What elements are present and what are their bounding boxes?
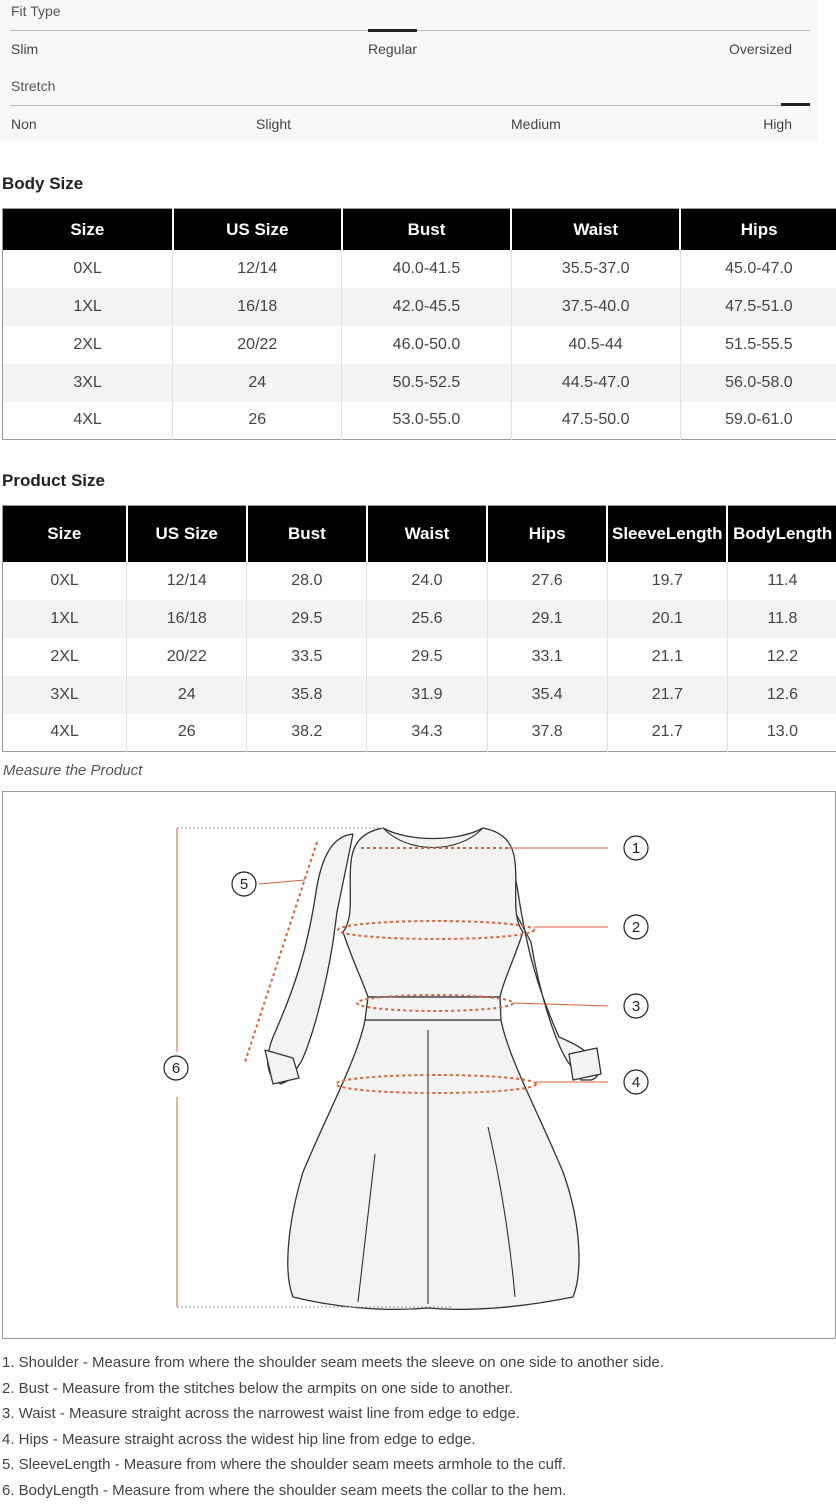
callout-4-text: 4	[632, 1074, 640, 1091]
cell-hips: 29.1	[487, 600, 607, 638]
dress-bodice	[343, 828, 523, 997]
cell-body-length: 12.2	[727, 638, 836, 676]
cell-bust: 46.0-50.0	[342, 326, 511, 364]
cell-size: 4XL	[3, 402, 173, 440]
cell-hips: 33.1	[487, 638, 607, 676]
header-us-size: US Size	[173, 209, 342, 250]
left-sleeve	[268, 834, 353, 1084]
stretch-label-slight: Slight	[256, 116, 291, 132]
table-row	[3, 676, 836, 714]
cell-size: 3XL	[3, 364, 173, 402]
header-body-length: BodyLength	[727, 506, 836, 562]
cell-bust: 29.5	[247, 600, 367, 638]
header-bust: Bust	[247, 506, 367, 562]
cell-size: 0XL	[3, 562, 127, 600]
cell-bust: 35.8	[247, 676, 367, 714]
cell-waist: 40.5-44	[511, 326, 680, 364]
note-sleeve-length: 5. SleeveLength - Measure from where the shoulder seam meets armhole to the cuff.	[2, 1454, 664, 1480]
cell-hips: 47.5-51.0	[680, 288, 836, 326]
cell-size: 1XL	[3, 288, 173, 326]
cell-sleeve-length: 21.7	[607, 714, 727, 752]
cell-hips: 35.4	[487, 676, 607, 714]
callout-6-text: 6	[172, 1060, 180, 1077]
cell-waist: 35.5-37.0	[511, 250, 680, 288]
fit-type-label-regular: Regular	[368, 41, 417, 57]
measurement-notes	[2, 1352, 664, 1505]
header-sleeve-length: SleeveLength	[607, 506, 727, 562]
cell-body-length: 13.0	[727, 714, 836, 752]
cell-us-size: 24	[127, 676, 247, 714]
callout-2-text: 2	[632, 919, 640, 936]
stretch-label-high: High	[763, 116, 792, 132]
dress-illustration	[3, 792, 835, 1338]
cell-us-size: 26	[173, 402, 342, 440]
stretch-track	[10, 105, 810, 106]
table-row	[3, 288, 836, 326]
product-size-header-row	[3, 506, 836, 562]
cell-waist: 31.9	[367, 676, 487, 714]
measure-caption: Measure the Product	[3, 762, 142, 779]
table-row	[3, 326, 836, 364]
table-row	[3, 638, 836, 676]
note-hips: 4. Hips - Measure straight across the widest hip line from edge to edge.	[2, 1429, 664, 1455]
stretch-title: Stretch	[11, 78, 55, 94]
cell-sleeve-length: 20.1	[607, 600, 727, 638]
header-size: Size	[3, 506, 127, 562]
table-row	[3, 364, 836, 402]
cell-hips: 59.0-61.0	[680, 402, 836, 440]
table-row	[3, 562, 836, 600]
cell-size: 4XL	[3, 714, 127, 752]
cell-bust: 50.5-52.5	[342, 364, 511, 402]
note-shoulder: 1. Shoulder - Measure from where the shoulder seam meets the sleeve on one side to another side.	[2, 1352, 664, 1378]
cell-bust: 42.0-45.5	[342, 288, 511, 326]
fit-type-title: Fit Type	[11, 3, 61, 19]
cell-us-size: 20/22	[127, 638, 247, 676]
header-bust: Bust	[342, 209, 511, 250]
callout-5-leader	[259, 880, 305, 884]
header-waist: Waist	[511, 209, 680, 250]
cell-sleeve-length: 21.7	[607, 676, 727, 714]
cell-bust: 28.0	[247, 562, 367, 600]
cell-waist: 37.5-40.0	[511, 288, 680, 326]
cell-size: 2XL	[3, 638, 127, 676]
header-size: Size	[3, 209, 173, 250]
cell-waist: 44.5-47.0	[511, 364, 680, 402]
cell-us-size: 26	[127, 714, 247, 752]
dress-skirt	[288, 1020, 579, 1309]
note-body-length: 6. BodyLength - Measure from where the shoulder seam meets the collar to the hem.	[2, 1480, 664, 1505]
cell-waist: 34.3	[367, 714, 487, 752]
cell-us-size: 16/18	[173, 288, 342, 326]
callout-3-leader	[513, 1003, 608, 1006]
cell-size: 3XL	[3, 676, 127, 714]
cell-body-length: 11.8	[727, 600, 836, 638]
header-us-size: US Size	[127, 506, 247, 562]
fit-type-label-oversized: Oversized	[729, 41, 792, 57]
header-hips: Hips	[680, 209, 836, 250]
cell-waist: 29.5	[367, 638, 487, 676]
cell-body-length: 11.4	[727, 562, 836, 600]
cell-size: 0XL	[3, 250, 173, 288]
cell-bust: 38.2	[247, 714, 367, 752]
stretch-label-medium: Medium	[511, 116, 561, 132]
header-hips: Hips	[487, 506, 607, 562]
cell-us-size: 12/14	[127, 562, 247, 600]
body-size-title: Body Size	[2, 174, 83, 194]
measure-diagram	[2, 791, 836, 1339]
stretch-label-non: Non	[11, 116, 37, 132]
cell-waist: 25.6	[367, 600, 487, 638]
cell-bust: 33.5	[247, 638, 367, 676]
fit-type-label-slim: Slim	[11, 41, 38, 57]
cell-sleeve-length: 19.7	[607, 562, 727, 600]
cell-us-size: 20/22	[173, 326, 342, 364]
callout-5-text: 5	[240, 876, 248, 893]
cell-hips: 27.6	[487, 562, 607, 600]
cell-size: 2XL	[3, 326, 173, 364]
stretch-selected-marker	[781, 103, 810, 106]
note-waist: 3. Waist - Measure straight across the narrowest waist line from edge to edge.	[2, 1403, 664, 1429]
callout-1-text: 1	[632, 840, 640, 857]
cell-hips: 37.8	[487, 714, 607, 752]
table-row	[3, 600, 836, 638]
fit-type-selected-marker	[368, 29, 417, 32]
cell-waist: 47.5-50.0	[511, 402, 680, 440]
cell-us-size: 16/18	[127, 600, 247, 638]
cell-body-length: 12.6	[727, 676, 836, 714]
cell-bust: 40.0-41.5	[342, 250, 511, 288]
table-row	[3, 250, 836, 288]
cell-size: 1XL	[3, 600, 127, 638]
cell-hips: 51.5-55.5	[680, 326, 836, 364]
cell-hips: 45.0-47.0	[680, 250, 836, 288]
table-row	[3, 402, 836, 440]
cell-us-size: 24	[173, 364, 342, 402]
cell-sleeve-length: 21.1	[607, 638, 727, 676]
right-cuff	[569, 1048, 601, 1080]
table-row	[3, 714, 836, 752]
fit-stretch-panel	[0, 0, 818, 140]
product-size-title: Product Size	[2, 471, 105, 491]
header-waist: Waist	[367, 506, 487, 562]
body-size-header-row	[3, 209, 836, 250]
cell-us-size: 12/14	[173, 250, 342, 288]
callout-3-text: 3	[632, 998, 640, 1015]
cell-waist: 24.0	[367, 562, 487, 600]
note-bust: 2. Bust - Measure from the stitches below the armpits on one side to another.	[2, 1378, 664, 1404]
product-size-table	[2, 505, 836, 752]
body-size-table	[2, 208, 836, 440]
cell-hips: 56.0-58.0	[680, 364, 836, 402]
cell-bust: 53.0-55.0	[342, 402, 511, 440]
